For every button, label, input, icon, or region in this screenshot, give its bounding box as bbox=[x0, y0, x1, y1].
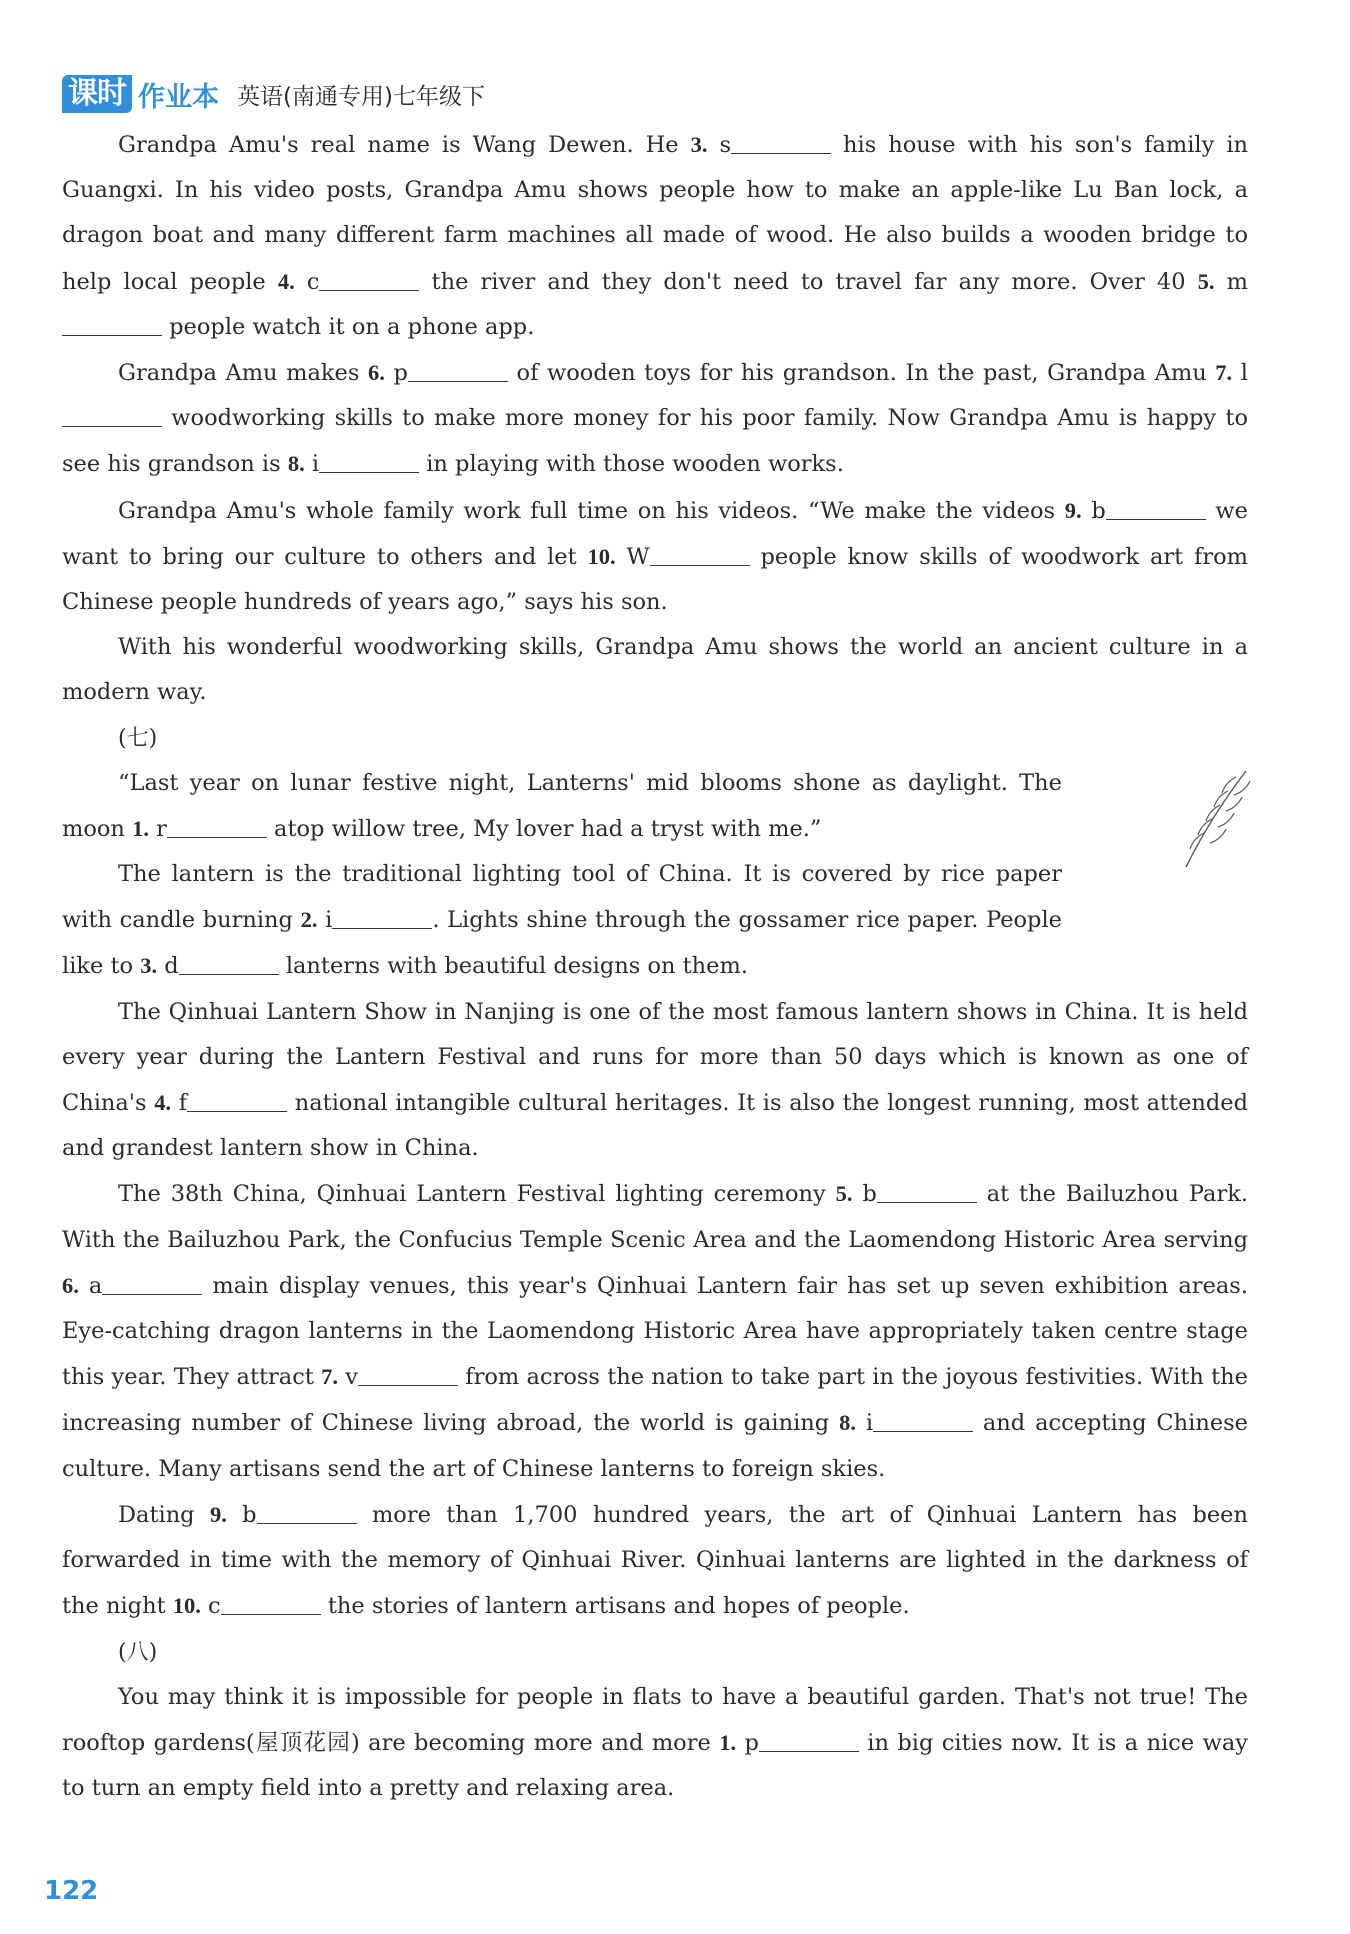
answer-blank[interactable] bbox=[221, 1592, 321, 1615]
answer-blank[interactable] bbox=[167, 815, 267, 838]
answer-blank[interactable] bbox=[877, 1180, 977, 1203]
question-number: 7. bbox=[321, 1364, 339, 1390]
answer-blank[interactable] bbox=[319, 268, 419, 291]
page-number: 122 bbox=[44, 1876, 99, 1906]
question-number: 1. bbox=[719, 1729, 737, 1755]
answer-blank[interactable] bbox=[759, 1729, 859, 1752]
question-number: 10. bbox=[172, 1593, 201, 1619]
answer-blank[interactable] bbox=[332, 906, 432, 929]
answer-blank[interactable] bbox=[187, 1089, 287, 1112]
paragraph: “Last year on lunar festive night, Lanterns' mid blooms shone as daylight. The moon 1. r atop willow tree, My lover had a tryst with me.” bbox=[62, 769, 1062, 842]
paragraph: Dating 9. b more than 1,700 hundred years, the art of Qinhuai Lantern has been forwarded in time with the memory of Qinhuai River. Qinhuai lanterns are lighted in the darkness of the night 10. c the stories of lantern artisans and hopes of people. bbox=[62, 1501, 1248, 1620]
paragraph: The Qinhuai Lantern Show in Nanjing is one of the most famous lantern shows in China. It is held every year during the Lantern Festival and runs for more than 50 days which is known as one of China's 4. f national intangible cultural heritages. It is also the longest running, most attended and grandest lantern show in China. bbox=[62, 998, 1248, 1162]
answer-blank[interactable] bbox=[408, 359, 508, 382]
question-number: 8. bbox=[839, 1410, 856, 1436]
paragraph: The lantern is the traditional lighting tool of China. It is covered by rice paper with candle burning 2. i . Lights shine through the gossamer rice paper. People like to 3. d lanterns with beautiful designs on them. bbox=[62, 861, 1062, 980]
answer-blank[interactable] bbox=[358, 1363, 458, 1386]
paragraph: Grandpa Amu makes 6. p of wooden toys for his grandson. In the past, Grandpa Amu 7. l woodworking skills to make more money for his poor family. Now Grandpa Amu is happy to see his grandson is 8. i in playing with those wooden works. bbox=[62, 360, 1248, 478]
question-number: 6. bbox=[368, 360, 385, 386]
answer-blank[interactable] bbox=[102, 1272, 202, 1295]
question-number: 8. bbox=[287, 451, 305, 477]
question-number: 5. bbox=[1197, 268, 1215, 294]
answer-blank[interactable] bbox=[731, 131, 831, 154]
question-number: 9. bbox=[1064, 497, 1082, 523]
answer-blank[interactable] bbox=[319, 450, 419, 473]
question-number: 3. bbox=[140, 953, 158, 979]
section-title-8: (八) bbox=[118, 1639, 158, 1665]
question-number: 9. bbox=[209, 1501, 227, 1527]
book-title: 英语(南通专用)七年级下 bbox=[237, 83, 485, 110]
page-content bbox=[62, 122, 1248, 1811]
answer-blank[interactable] bbox=[179, 952, 279, 975]
answer-blank[interactable] bbox=[873, 1409, 973, 1432]
paragraph: Grandpa Amu's real name is Wang Dewen. He 3. s his house with his son's family in Guangxi. In his video posts, Grandpa Amu shows people how to make an apple-like Lu Ban lock, a dragon boat and many different farm machines all made of wood. He also builds a wooden bridge to help local people 4. c the river and they don't need to travel far any more. Over 40 5. m people watch it on a phone app. bbox=[62, 132, 1249, 340]
question-number: 1. bbox=[132, 815, 149, 841]
poem-illustration bbox=[1082, 761, 1252, 901]
answer-blank[interactable] bbox=[257, 1501, 357, 1524]
question-number: 3. bbox=[690, 132, 708, 157]
willow-branch-icon bbox=[1166, 767, 1256, 877]
answer-blank[interactable] bbox=[650, 543, 750, 566]
section-title-7: (七) bbox=[118, 725, 158, 751]
question-number: 2. bbox=[300, 907, 318, 933]
question-number: 5. bbox=[835, 1181, 853, 1207]
question-number: 10. bbox=[587, 543, 616, 569]
answer-blank[interactable] bbox=[62, 313, 162, 336]
answer-blank[interactable] bbox=[62, 404, 162, 427]
question-number: 4. bbox=[277, 268, 295, 294]
answer-blank[interactable] bbox=[1106, 497, 1206, 520]
paragraph: The 38th China, Qinhuai Lantern Festival lighting ceremony 5. b at the Bailuzhou Park. With the Bailuzhou Park, the Confucius Temple Scenic Area and the Laomendong Historic Area serving 6. a main display venues, this year's Qinhuai Lantern fair has set up seven exhibition areas. Eye-catching dragon lanterns in the Laomendong Historic Area have appropriately taken centre stage this year. They attract 7. v from across the nation to take part in the joyous festivities. With the increasing number of Chinese living abroad, the world is gaining 8. i and accepting Chinese culture. Many artisans send the art of Chinese lanterns to foreign skies. bbox=[62, 1181, 1248, 1482]
poem-block bbox=[62, 761, 1248, 990]
paragraph: Grandpa Amu's whole family work full time on his videos. “We make the videos 9. b we want to bring our culture to others and let 10. W people know skills of woodwork art from Chinese people hundreds of years ago,” says his son. bbox=[62, 497, 1248, 616]
series-name: 作业本 bbox=[138, 81, 219, 113]
question-number: 4. bbox=[154, 1090, 172, 1116]
question-number: 6. bbox=[62, 1272, 79, 1298]
question-number: 7. bbox=[1215, 360, 1233, 386]
book-header bbox=[62, 72, 485, 116]
paragraph: With his wonderful woodworking skills, Grandpa Amu shows the world an ancient culture in a modern way. bbox=[62, 634, 1248, 706]
paragraph: You may think it is impossible for people in flats to have a beautiful garden. That's not true! The rooftop gardens(屋顶花园) are becoming more and more 1. p in big cities now. It is a nice way to turn an empty field into a pretty and relaxing area. bbox=[62, 1683, 1248, 1801]
series-logo: 课时 bbox=[62, 75, 132, 113]
